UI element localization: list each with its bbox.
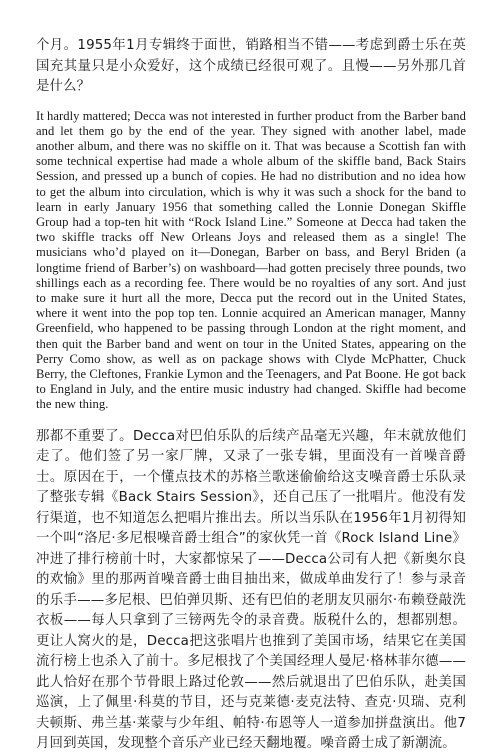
chinese-paragraph-top: 个月。1955年1月专辑终于面世，销路相当不错——考虑到爵士乐在英国充其量只是小众爱好，这个成绩已经很可观了。且慢——另外那几首是什么？ xyxy=(36,38,466,94)
english-paragraph: It hardly mattered; Decca was not interested in further product from the Barber band and let them go by the end of the year. They signed with another label, made another album, and there was no skiffle on it. That was because a Scottish fan with some technical expertise had made a whole album of the skiffle band, Back Stairs Session, and pressed up a bunch of copies. He had no distribution and no idea how to get the album into circulation, which is why it was such a shock for the band to learn in early January 1956 that something called the Lonnie Donegan Skiffle Group had a top-ten hit with “Rock Island Line.” Someone at Decca had taken the two skiffle tracks off New Orleans Joys and released them as a single! The musicians who’d played on it—Donegan, Barber on bass, and Beryl Briden (a longtime friend of Barber’s) on washboard—had gotten precisely three pounds, two shillings each as a recording fee. There would be no royalties of any sort. And just to make sure it hurt all the more, Decca put the record out in the United States, where it went into the pop top ten. Lonnie acquired an American manager, Manny Greenfield, who happened to be passing through London at the right moment, and then quit the Barber band and went on tour in the United States, appearing on the Perry Como show, as well as on package shows with Clyde McPhatter, Chuck Berry, the Cleftones, Frankie Lymon and the Teenagers, and Pat Boone. He got back to England in July, and the entire music industry had changed. Skiffle had become the new thing. xyxy=(36,108,466,412)
document-page xyxy=(36,0,466,755)
chinese-paragraph-translation: 那都不重要了。Decca对巴伯乐队的后续产品毫无兴趣，年末就放他们走了。他们签了另一家厂牌，又录了一张专辑，里面没有一首噪音爵士。原因在于，一个懂点技术的苏格兰歌迷偷偷给这支噪音爵士乐队录了整张专辑《Back Stairs Session》，还自己压了一批唱片。他没有发行渠道，也不知道怎么把唱片推出去。所以当乐队在1956年1月初得知一个叫“洛尼·多尼根噪音爵士组合”的家伙凭一首《Rock Island Line》冲进了排行榜前十时，大家都惊呆了——Decca公司有人把《新奥尔良的欢愉》里的那两首噪音爵士曲目抽出来，做成单曲发行了！参与录音的乐手——多尼根、巴伯弹贝斯、还有巴伯的老朋友贝丽尔·布赖登敲洗衣板——每人只拿到了三镑两先令的录音费。版税什么的，想都别想。更让人窝火的是，Decca把这张唱片也推到了美国市场，结果它在美国流行榜上也杀入了前十。多尼根找了个美国经理人曼尼·格林菲尔德——此人恰好在那个节骨眼上路过伦敦——然后就退出了巴伯乐队，赴美国巡演，上了佩里·科莫的节目，还与克莱德·麦克法特、查克·贝瑞、克利夫顿斯、弗兰基·莱蒙与少年组、帕特·布恩等人一道参加拼盘演出。他7月回到英国，发现整个音乐产业已经天翻地覆。噪音爵士成了新潮流。 xyxy=(36,428,466,752)
